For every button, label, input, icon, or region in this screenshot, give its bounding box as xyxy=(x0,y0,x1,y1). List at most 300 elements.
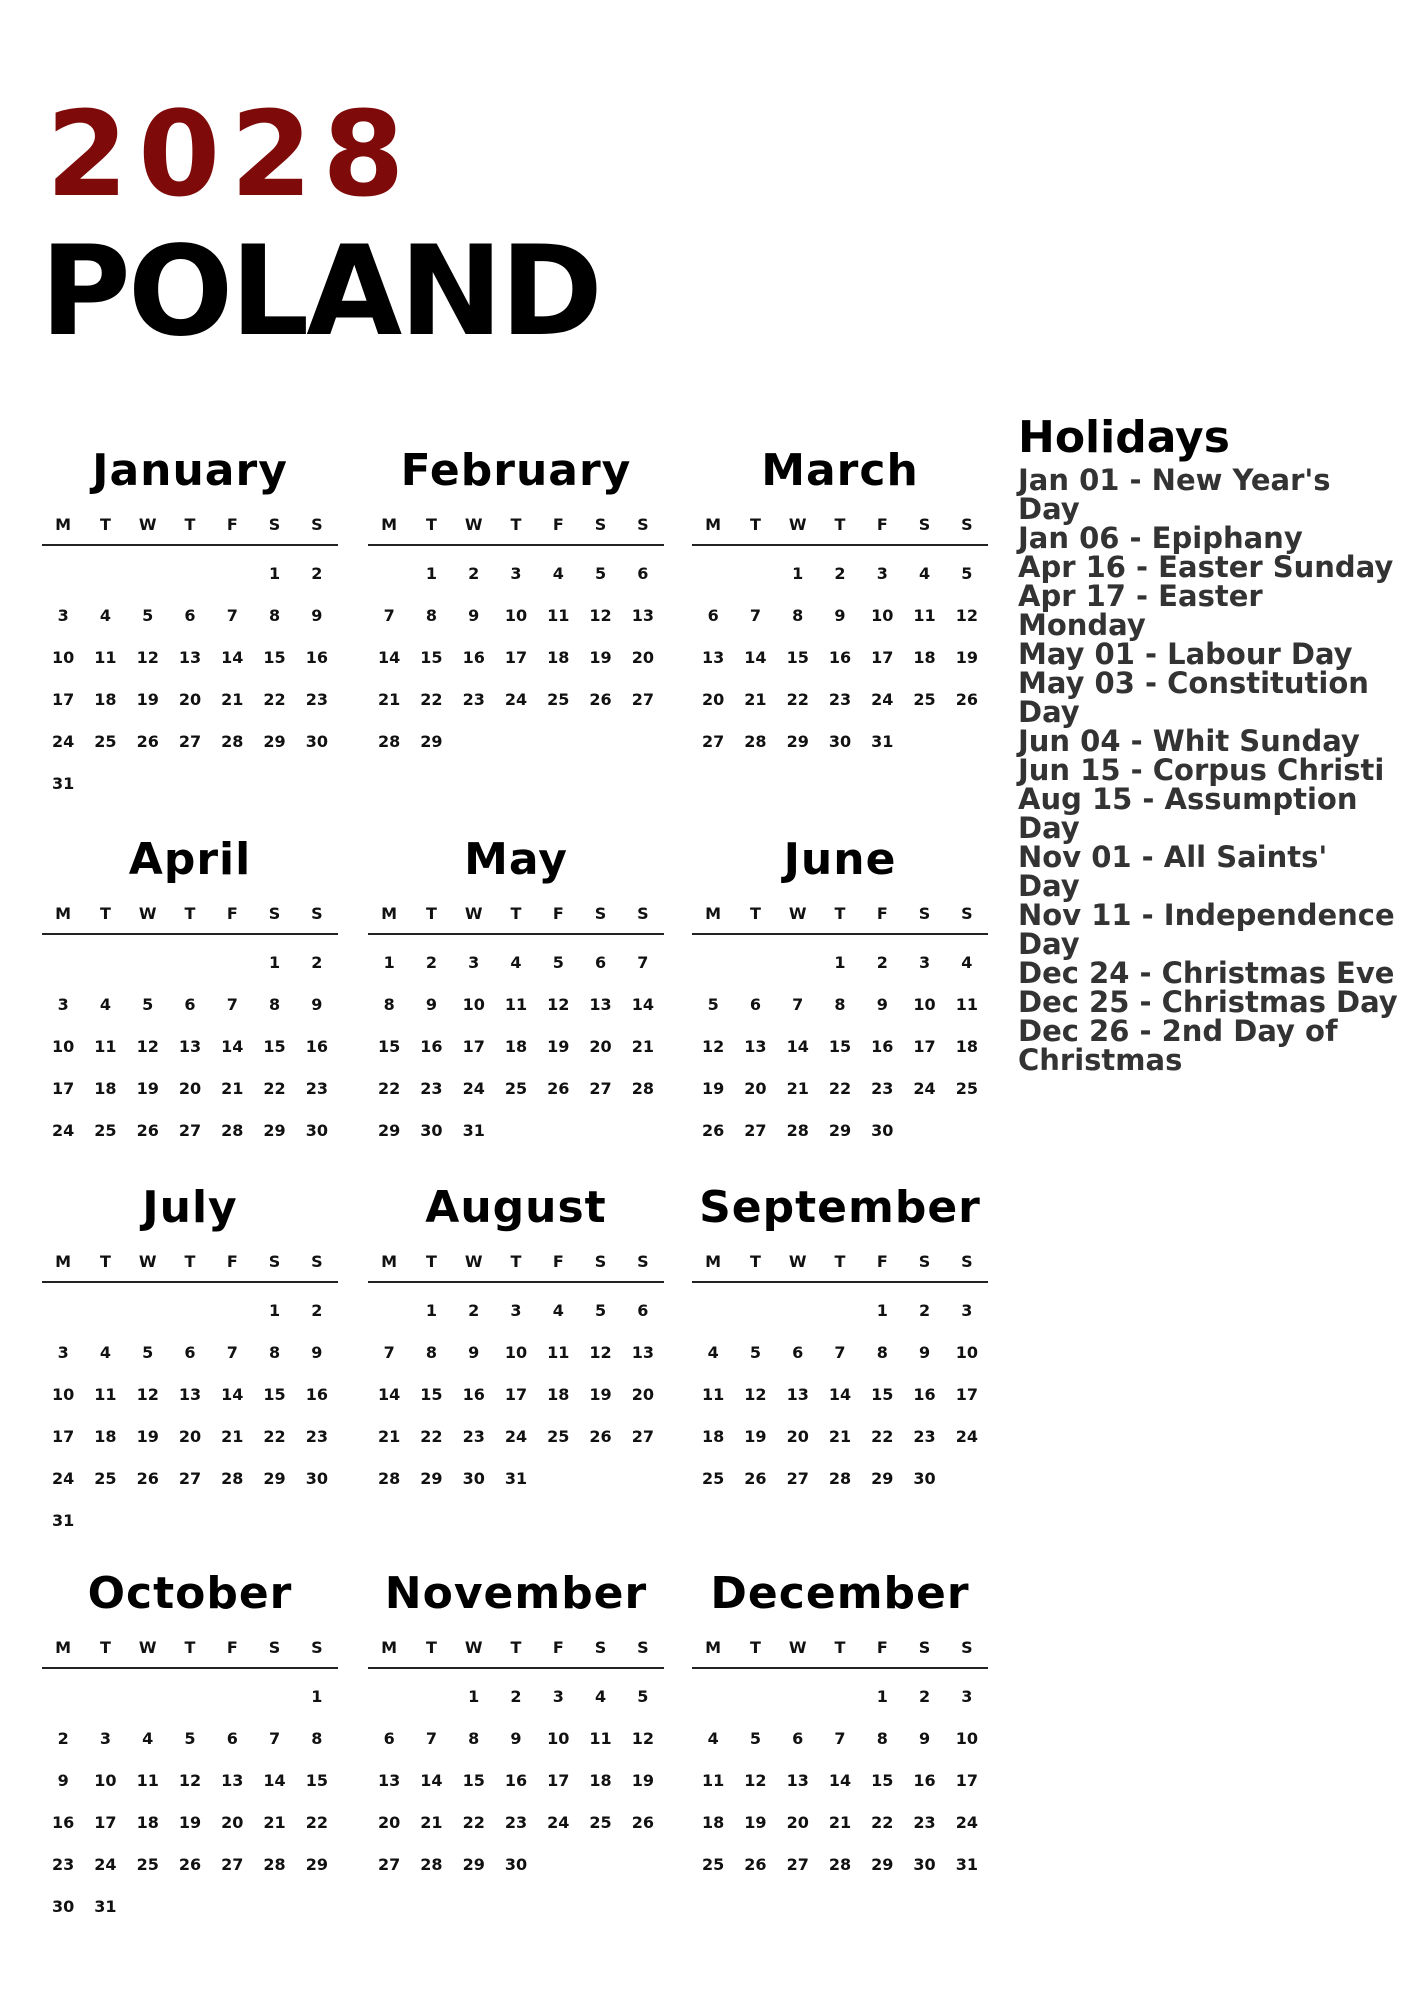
day-cell: 8 xyxy=(876,1728,888,1748)
day-cell: 23 xyxy=(305,1078,328,1098)
day-cell: 28 xyxy=(744,731,767,751)
day-cell: 21 xyxy=(378,1426,401,1446)
day-cell: 27 xyxy=(378,1854,401,1874)
day-cell: 2 xyxy=(918,1686,931,1706)
day-cell: 1 xyxy=(268,952,281,972)
day-cell: 27 xyxy=(178,731,202,751)
weekday-label: W xyxy=(138,1252,157,1271)
day-cell: 30 xyxy=(871,1120,894,1140)
day-cell: 4 xyxy=(552,563,564,583)
day-cell: 27 xyxy=(178,1120,202,1140)
day-cell: 7 xyxy=(749,605,761,625)
day-cell: 5 xyxy=(594,563,607,583)
day-cell: 1 xyxy=(876,1686,888,1706)
day-cell: 24 xyxy=(504,689,528,709)
weekday-label: M xyxy=(55,1252,72,1271)
day-cell: 29 xyxy=(871,1854,894,1874)
day-cell: 16 xyxy=(52,1812,75,1832)
day-cell: 12 xyxy=(589,1342,612,1362)
day-cell: 10 xyxy=(52,1384,75,1404)
weekday-header xyxy=(692,515,988,546)
day-cell: 6 xyxy=(792,1728,804,1748)
day-cell: 27 xyxy=(631,1426,654,1446)
day-cell: 2 xyxy=(918,1300,931,1320)
day-cell: 17 xyxy=(52,1426,75,1446)
day-cell: 15 xyxy=(263,1384,286,1404)
weekday-label: M xyxy=(381,1638,398,1657)
weekday-label: F xyxy=(226,904,238,923)
day-cell: 14 xyxy=(221,1036,244,1056)
day-cell: 7 xyxy=(268,1728,281,1748)
day-cell: 1 xyxy=(425,1300,437,1320)
day-cell: 31 xyxy=(52,1510,75,1530)
day-cell: 23 xyxy=(420,1078,443,1098)
day-cell: 20 xyxy=(589,1036,612,1056)
weekday-label: M xyxy=(705,515,722,534)
holiday-item: Jun 15 - Corpus Christi xyxy=(1018,753,1385,787)
weekday-label: W xyxy=(464,1252,483,1271)
day-cell: 29 xyxy=(378,1120,401,1140)
weekday-label: S xyxy=(637,904,649,923)
month-name: March xyxy=(761,445,919,496)
day-cell: 25 xyxy=(94,1120,117,1140)
day-cell: 9 xyxy=(918,1728,931,1748)
day-cell: 6 xyxy=(637,563,649,583)
day-cell: 2 xyxy=(311,1300,323,1320)
day-cell: 24 xyxy=(955,1812,978,1832)
day-cell: 12 xyxy=(136,647,159,667)
day-cell: 17 xyxy=(462,1036,485,1056)
day-cell: 24 xyxy=(547,1812,570,1832)
weekday-label: M xyxy=(381,515,398,534)
country-title: POLAND xyxy=(40,220,600,364)
weekday-header xyxy=(42,1252,338,1283)
day-cell: 22 xyxy=(462,1812,485,1832)
day-cell: 18 xyxy=(547,647,570,667)
holiday-item: Apr 17 - Easter Monday xyxy=(1018,579,1263,642)
day-cell: 19 xyxy=(589,1384,612,1404)
weekday-header xyxy=(692,1638,988,1669)
month-name: December xyxy=(710,1568,970,1619)
day-cell: 28 xyxy=(263,1854,286,1874)
weekday-label: T xyxy=(749,1252,761,1271)
day-cell: 5 xyxy=(142,605,154,625)
day-cell: 7 xyxy=(834,1342,846,1362)
month-july xyxy=(42,1182,338,1541)
day-cell: 20 xyxy=(178,1426,202,1446)
weekday-label: F xyxy=(876,904,888,923)
weekday-label: T xyxy=(184,515,196,534)
weekday-label: F xyxy=(226,1252,238,1271)
weekday-label: S xyxy=(961,1252,973,1271)
day-grid xyxy=(692,941,988,1151)
weekday-label: T xyxy=(184,1252,196,1271)
day-cell: 28 xyxy=(631,1078,654,1098)
day-cell: 4 xyxy=(99,1342,111,1362)
day-cell: 21 xyxy=(221,1426,244,1446)
day-cell: 10 xyxy=(547,1728,570,1748)
month-september xyxy=(692,1182,988,1499)
day-cell: 30 xyxy=(420,1120,443,1140)
day-cell: 26 xyxy=(702,1120,725,1140)
day-cell: 26 xyxy=(547,1078,570,1098)
weekday-header xyxy=(42,904,338,935)
day-cell: 6 xyxy=(594,952,607,972)
day-cell: 6 xyxy=(184,605,196,625)
day-cell: 2 xyxy=(510,1686,522,1706)
day-cell: 2 xyxy=(468,1300,480,1320)
day-cell: 30 xyxy=(305,731,328,751)
day-cell: 26 xyxy=(136,731,159,751)
day-cell: 8 xyxy=(268,605,281,625)
day-cell: 8 xyxy=(268,1342,281,1362)
day-cell: 16 xyxy=(305,1384,328,1404)
day-cell: 12 xyxy=(178,1770,202,1790)
weekday-label: S xyxy=(637,1638,649,1657)
day-cell: 7 xyxy=(226,605,238,625)
weekday-label: T xyxy=(99,515,111,534)
day-cell: 12 xyxy=(955,605,978,625)
day-cell: 21 xyxy=(378,689,401,709)
day-cell: 21 xyxy=(221,689,244,709)
holiday-item: Dec 26 - 2nd Day of Christmas xyxy=(1018,1014,1338,1077)
day-cell: 1 xyxy=(468,1686,480,1706)
day-grid xyxy=(368,1289,664,1499)
weekday-label: M xyxy=(55,904,72,923)
day-cell: 26 xyxy=(744,1468,767,1488)
day-cell: 4 xyxy=(594,1686,607,1706)
weekday-label: S xyxy=(961,515,973,534)
day-cell: 7 xyxy=(383,1342,395,1362)
day-cell: 14 xyxy=(378,647,401,667)
day-cell: 1 xyxy=(311,1686,323,1706)
day-cell: 23 xyxy=(871,1078,894,1098)
weekday-header xyxy=(368,515,664,546)
month-february xyxy=(368,445,664,762)
day-cell: 14 xyxy=(221,1384,244,1404)
day-cell: 3 xyxy=(57,605,69,625)
day-cell: 20 xyxy=(786,1426,809,1446)
weekday-label: S xyxy=(918,515,931,534)
day-cell: 22 xyxy=(420,689,443,709)
day-cell: 14 xyxy=(786,1036,809,1056)
day-cell: 31 xyxy=(955,1854,978,1874)
day-cell: 24 xyxy=(955,1426,978,1446)
day-cell: 22 xyxy=(871,1812,894,1832)
day-cell: 20 xyxy=(378,1812,401,1832)
day-cell: 26 xyxy=(744,1854,767,1874)
weekday-label: T xyxy=(834,1252,846,1271)
day-cell: 29 xyxy=(462,1854,485,1874)
day-cell: 31 xyxy=(871,731,894,751)
month-name: July xyxy=(142,1182,238,1233)
day-cell: 1 xyxy=(792,563,804,583)
day-cell: 31 xyxy=(94,1896,117,1916)
day-cell: 24 xyxy=(52,1120,75,1140)
day-cell: 13 xyxy=(178,647,202,667)
day-cell: 24 xyxy=(52,1468,75,1488)
day-cell: 12 xyxy=(136,1384,159,1404)
day-cell: 6 xyxy=(637,1300,649,1320)
weekday-label: F xyxy=(876,1252,888,1271)
day-grid xyxy=(368,1675,664,1885)
day-cell: 18 xyxy=(955,1036,978,1056)
day-cell: 4 xyxy=(142,1728,154,1748)
day-cell: 14 xyxy=(263,1770,286,1790)
day-cell: 6 xyxy=(707,605,719,625)
day-cell: 27 xyxy=(744,1120,767,1140)
day-cell: 29 xyxy=(263,731,286,751)
day-cell: 9 xyxy=(311,994,323,1014)
day-cell: 16 xyxy=(420,1036,443,1056)
day-cell: 14 xyxy=(221,647,244,667)
day-cell: 25 xyxy=(589,1812,612,1832)
day-cell: 3 xyxy=(876,563,888,583)
weekday-label: S xyxy=(311,515,323,534)
weekday-label: T xyxy=(184,904,196,923)
day-cell: 26 xyxy=(589,689,612,709)
weekday-label: S xyxy=(311,1638,323,1657)
weekday-label: S xyxy=(961,904,973,923)
day-cell: 11 xyxy=(589,1728,612,1748)
day-cell: 26 xyxy=(136,1120,159,1140)
day-cell: 23 xyxy=(504,1812,528,1832)
day-cell: 20 xyxy=(786,1812,809,1832)
weekday-label: W xyxy=(464,904,483,923)
day-cell: 11 xyxy=(94,647,117,667)
day-cell: 19 xyxy=(589,647,612,667)
day-cell: 13 xyxy=(589,994,612,1014)
day-cell: 25 xyxy=(913,689,936,709)
day-cell: 29 xyxy=(263,1120,286,1140)
day-cell: 29 xyxy=(828,1120,852,1140)
day-cell: 29 xyxy=(420,731,443,751)
day-cell: 5 xyxy=(749,1342,761,1362)
day-cell: 7 xyxy=(792,994,804,1014)
year-title: 2028 xyxy=(46,85,415,223)
day-grid xyxy=(692,1675,988,1885)
weekday-label: F xyxy=(552,904,564,923)
weekday-label: F xyxy=(552,515,564,534)
weekday-label: W xyxy=(788,904,807,923)
day-cell: 17 xyxy=(913,1036,936,1056)
month-october xyxy=(42,1568,338,1927)
day-cell: 19 xyxy=(702,1078,725,1098)
month-november xyxy=(368,1568,664,1885)
day-grid xyxy=(42,552,338,804)
day-cell: 1 xyxy=(268,1300,281,1320)
day-cell: 11 xyxy=(702,1384,725,1404)
weekday-label: S xyxy=(594,1252,607,1271)
day-cell: 19 xyxy=(744,1812,767,1832)
weekday-label: T xyxy=(510,904,522,923)
day-cell: 17 xyxy=(871,647,894,667)
day-cell: 2 xyxy=(311,952,323,972)
day-cell: 28 xyxy=(221,731,244,751)
day-cell: 7 xyxy=(425,1728,437,1748)
weekday-label: T xyxy=(425,1638,437,1657)
day-cell: 5 xyxy=(637,1686,649,1706)
day-cell: 30 xyxy=(305,1120,328,1140)
day-cell: 1 xyxy=(383,952,395,972)
day-cell: 14 xyxy=(744,647,767,667)
day-cell: 5 xyxy=(707,994,719,1014)
month-name: May xyxy=(464,834,568,885)
holiday-item: Dec 24 - Christmas Eve xyxy=(1018,956,1395,990)
day-cell: 7 xyxy=(226,994,238,1014)
day-cell: 29 xyxy=(420,1468,443,1488)
weekday-label: W xyxy=(138,515,157,534)
day-cell: 22 xyxy=(263,689,286,709)
weekday-label: T xyxy=(834,1638,846,1657)
day-cell: 2 xyxy=(876,952,888,972)
day-cell: 23 xyxy=(462,689,485,709)
day-cell: 6 xyxy=(383,1728,395,1748)
day-cell: 15 xyxy=(786,647,809,667)
day-cell: 25 xyxy=(94,731,117,751)
day-cell: 6 xyxy=(184,994,196,1014)
day-cell: 11 xyxy=(94,1384,117,1404)
day-cell: 10 xyxy=(504,1342,528,1362)
day-cell: 21 xyxy=(263,1812,286,1832)
day-cell: 14 xyxy=(828,1384,852,1404)
day-cell: 17 xyxy=(955,1384,978,1404)
day-cell: 3 xyxy=(961,1300,973,1320)
holiday-item: Aug 15 - Assumption Day xyxy=(1018,782,1358,845)
weekday-label: T xyxy=(425,904,437,923)
day-cell: 25 xyxy=(547,689,570,709)
day-cell: 22 xyxy=(786,689,809,709)
day-cell: 18 xyxy=(702,1426,725,1446)
day-cell: 13 xyxy=(378,1770,401,1790)
day-cell: 15 xyxy=(871,1384,894,1404)
day-cell: 23 xyxy=(305,689,328,709)
weekday-label: S xyxy=(311,904,323,923)
day-cell: 19 xyxy=(744,1426,767,1446)
holiday-item: May 03 - Constitution Day xyxy=(1018,666,1369,729)
day-cell: 24 xyxy=(52,731,75,751)
month-name: October xyxy=(87,1568,293,1619)
day-cell: 20 xyxy=(702,689,725,709)
day-cell: 7 xyxy=(226,1342,238,1362)
weekday-label: S xyxy=(594,1638,607,1657)
day-cell: 15 xyxy=(263,647,286,667)
day-cell: 3 xyxy=(57,1342,69,1362)
day-cell: 3 xyxy=(510,563,522,583)
day-cell: 30 xyxy=(462,1468,485,1488)
day-cell: 19 xyxy=(631,1770,654,1790)
day-cell: 3 xyxy=(468,952,480,972)
day-cell: 16 xyxy=(305,1036,328,1056)
day-cell: 19 xyxy=(136,1426,159,1446)
weekday-label: T xyxy=(510,1638,522,1657)
day-cell: 21 xyxy=(420,1812,443,1832)
day-cell: 24 xyxy=(871,689,894,709)
day-cell: 29 xyxy=(871,1468,894,1488)
day-cell: 15 xyxy=(420,1384,443,1404)
weekday-label: W xyxy=(464,1638,483,1657)
day-cell: 18 xyxy=(547,1384,570,1404)
day-cell: 24 xyxy=(462,1078,485,1098)
day-cell: 20 xyxy=(178,1078,202,1098)
weekday-label: W xyxy=(788,1638,807,1657)
weekday-header xyxy=(692,1252,988,1283)
day-cell: 5 xyxy=(142,994,154,1014)
holidays-panel xyxy=(1018,412,1398,1075)
day-cell: 23 xyxy=(305,1426,328,1446)
day-cell: 4 xyxy=(707,1728,719,1748)
day-cell: 1 xyxy=(268,563,281,583)
day-cell: 28 xyxy=(378,1468,401,1488)
day-cell: 31 xyxy=(52,773,75,793)
day-cell: 16 xyxy=(828,647,852,667)
day-cell: 12 xyxy=(744,1384,767,1404)
day-cell: 28 xyxy=(828,1468,852,1488)
day-cell: 6 xyxy=(184,1342,196,1362)
day-cell: 14 xyxy=(828,1770,852,1790)
day-cell: 27 xyxy=(631,689,654,709)
holidays-title: Holidays xyxy=(1018,412,1230,463)
day-cell: 18 xyxy=(702,1812,725,1832)
day-cell: 25 xyxy=(547,1426,570,1446)
weekday-label: M xyxy=(55,515,72,534)
day-cell: 9 xyxy=(876,994,888,1014)
weekday-label: T xyxy=(749,515,761,534)
weekday-label: T xyxy=(99,1638,111,1657)
day-cell: 27 xyxy=(589,1078,612,1098)
day-cell: 27 xyxy=(702,731,725,751)
day-cell: 15 xyxy=(828,1036,852,1056)
month-name: January xyxy=(92,445,288,496)
day-cell: 28 xyxy=(420,1854,443,1874)
day-cell: 21 xyxy=(828,1812,852,1832)
day-cell: 12 xyxy=(631,1728,654,1748)
weekday-header xyxy=(368,1252,664,1283)
day-cell: 20 xyxy=(221,1812,244,1832)
day-cell: 6 xyxy=(749,994,761,1014)
day-cell: 30 xyxy=(913,1468,936,1488)
weekday-header xyxy=(692,904,988,935)
day-cell: 27 xyxy=(786,1854,809,1874)
day-cell: 17 xyxy=(94,1812,117,1832)
weekday-label: S xyxy=(594,515,607,534)
day-cell: 10 xyxy=(871,605,894,625)
day-grid xyxy=(692,1289,988,1499)
day-cell: 5 xyxy=(552,952,564,972)
day-cell: 15 xyxy=(378,1036,401,1056)
day-cell: 1 xyxy=(425,563,437,583)
day-cell: 19 xyxy=(547,1036,570,1056)
day-cell: 23 xyxy=(462,1426,485,1446)
day-cell: 26 xyxy=(136,1468,159,1488)
holiday-item: Jun 04 - Whit Sunday xyxy=(1018,724,1360,758)
weekday-label: S xyxy=(918,904,931,923)
day-cell: 18 xyxy=(94,1426,117,1446)
day-cell: 28 xyxy=(221,1120,244,1140)
day-cell: 26 xyxy=(631,1812,654,1832)
weekday-label: S xyxy=(918,1252,931,1271)
day-cell: 21 xyxy=(828,1426,852,1446)
day-cell: 25 xyxy=(702,1854,725,1874)
day-cell: 18 xyxy=(94,689,117,709)
day-cell: 30 xyxy=(305,1468,328,1488)
day-cell: 24 xyxy=(504,1426,528,1446)
day-cell: 14 xyxy=(420,1770,443,1790)
day-cell: 29 xyxy=(305,1854,328,1874)
day-cell: 17 xyxy=(52,1078,75,1098)
day-cell: 10 xyxy=(913,994,936,1014)
day-cell: 17 xyxy=(504,1384,528,1404)
